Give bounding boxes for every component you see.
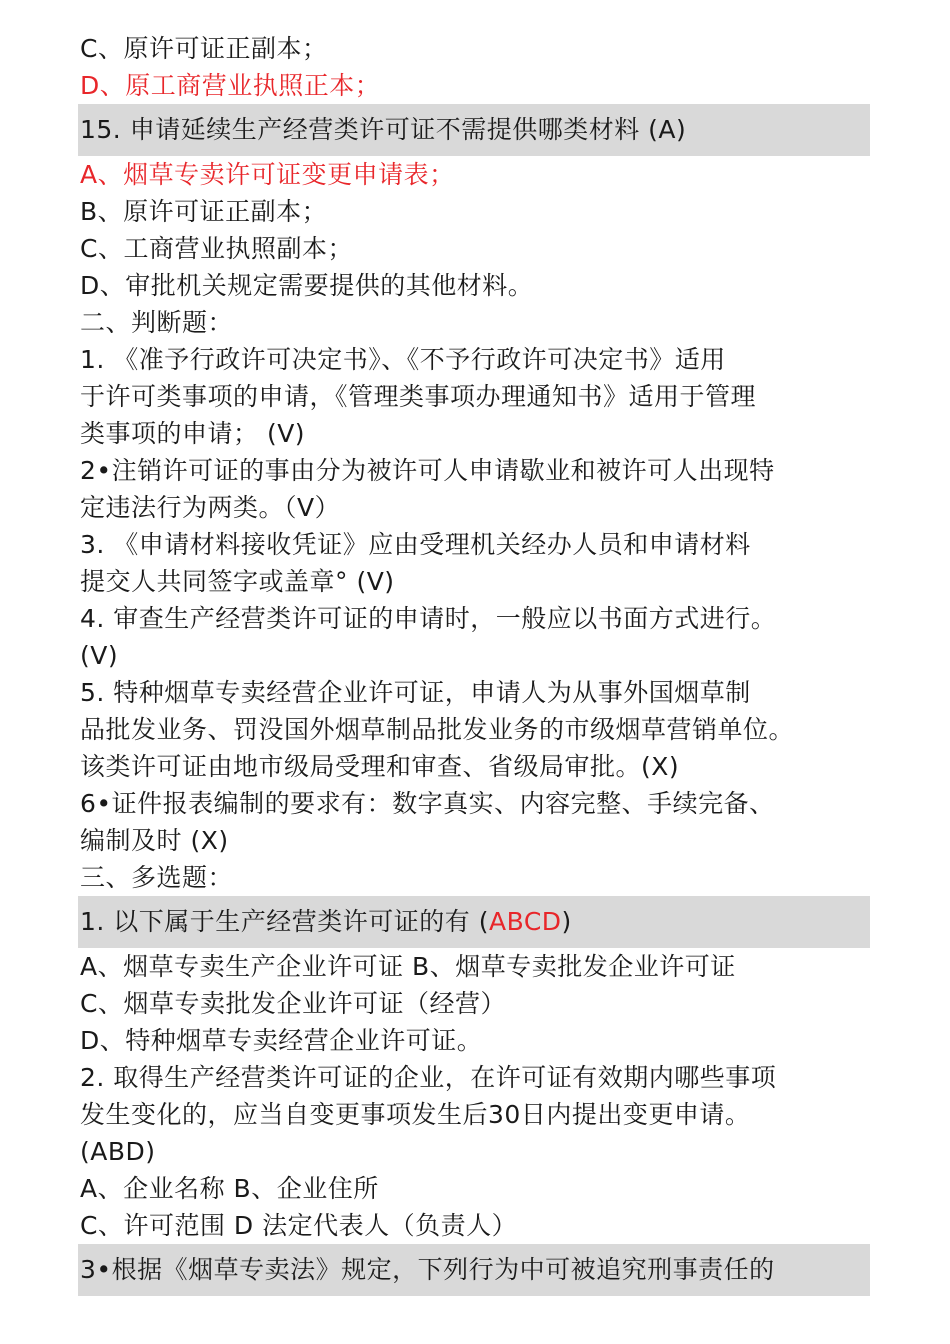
section-heading: 三、多选题： <box>80 863 234 892</box>
text-line: 2•注销许可证的事由分为被许可人申请歇业和被许可人出现特 <box>80 456 775 485</box>
text-line: 5. 特种烟草专卖经营企业许可证，申请人为从事外国烟草制 <box>80 678 751 707</box>
text-line: (ABD) <box>80 1137 156 1166</box>
answer-line: A、烟草专卖许可证变更申请表； <box>80 160 455 189</box>
text-line: 2. 取得生产经营类许可证的企业，在许可证有效期内哪些事项 <box>80 1063 777 1092</box>
text-line: 3. 《申请材料接收凭证》应由受理机关经办人员和申请材料 <box>80 530 751 559</box>
text-line: C、烟草专卖批发企业许可证（经营） <box>80 989 506 1018</box>
document-page <box>80 30 872 1296</box>
text-line: (V) <box>80 641 119 670</box>
text-line: C、工商营业执照副本； <box>80 234 353 263</box>
question-heading: 3•根据《烟草专卖法》规定，下列行为中可被追究刑事责任的 <box>78 1244 870 1296</box>
text-line: 4. 审查生产经营类许可证的申请时，一般应以书面方式进行。 <box>80 604 777 633</box>
text-line: D、特种烟草专卖经营企业许可证。 <box>80 1026 483 1055</box>
text-line: 编制及时 (X) <box>80 826 229 855</box>
text-line: 6•证件报表编制的要求有：数字真实、内容完整、手续完备、 <box>80 789 775 818</box>
answer-line: D、原工商营业执照正本； <box>80 71 381 100</box>
text-line: A、烟草专卖生产企业许可证 B、烟草专卖批发企业许可证 <box>80 952 736 981</box>
text-line: A、企业名称 B、企业住所 <box>80 1174 379 1203</box>
text-line: 类事项的申请； (V) <box>80 419 306 448</box>
text-line: 提交人共同签字或盖章° (V) <box>80 567 395 596</box>
question-heading <box>78 896 870 948</box>
text-line: C、原许可证正副本； <box>80 34 328 63</box>
section-heading: 二、判断题： <box>80 308 234 337</box>
text-line: 发生变化的，应当自变更事项发生后30日内提出变更申请。 <box>80 1100 751 1129</box>
question-heading: 15. 申请延续生产经营类许可证不需提供哪类材料 (A) <box>78 104 870 156</box>
text-line: C、许可范围 D 法定代表人（负责人） <box>80 1211 518 1240</box>
question-suffix: ) <box>561 907 572 936</box>
text-line: 品批发业务、罚没国外烟草制品批发业务的市级烟草营销单位。 <box>80 715 795 744</box>
text-line: 1. 《准予行政许可决定书》、《不予行政许可决定书》适用 <box>80 345 726 374</box>
text-line: D、审批机关规定需要提供的其他材料。 <box>80 271 534 300</box>
text-line: 该类许可证由地市级局受理和审查、省级局审批。(X) <box>80 752 680 781</box>
question-text: 1. 以下属于生产经营类许可证的有 ( <box>80 907 490 936</box>
answer-key: ABCD <box>489 907 562 936</box>
text-line: 于许可类事项的申请，《管理类事项办理通知书》适用于管理 <box>80 382 757 411</box>
text-line: 定违法行为两类。（V） <box>80 493 341 522</box>
text-line: B、原许可证正副本； <box>80 197 328 226</box>
